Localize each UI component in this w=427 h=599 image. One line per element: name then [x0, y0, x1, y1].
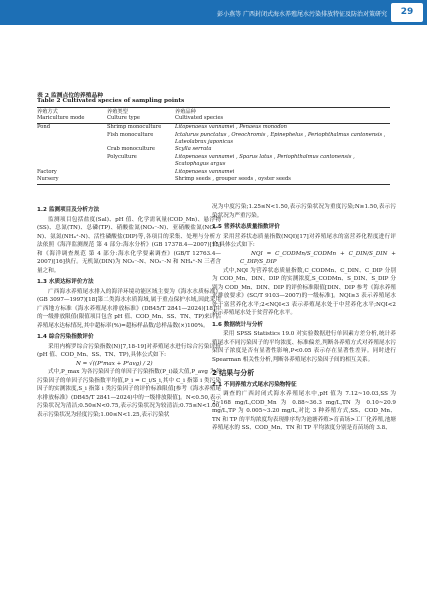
- page-number-box: [391, 3, 423, 22]
- table-row: Polyculture Litopenaeus vannamei , Sparus latus , Periophthalmus cantonensis , Scatophagus argus: [107, 154, 355, 167]
- page-number: 29: [400, 7, 414, 17]
- table-row: Pond Shrimp monoculture Litopenaeus vannamei , Penaeus monodon: [37, 124, 288, 131]
- right-text-column: [212, 203, 396, 433]
- table-row: Fish monoculture Ictalurus punctatus , Oreochromis , Epinephelus , Periophthalmus cantonensis , Lateolabrax japonicus: [107, 132, 386, 145]
- section-heading: 1.5 营养状态质量指数评价: [212, 224, 280, 230]
- table-row: Nursery Shrimp seeds , grouper seeds , oyster seeds: [37, 176, 390, 184]
- paragraph: 调查的广西封闭式海水养殖尾水中,pH 值为 7.12~10.03,SS 为 2~168 mg/L,COD_Mn 为 0.88~36.3 mg/L,TN 为 0.10~20.9 mg/L,TP 为 0.005~3.20 mg/L,对比 3 种养殖方式,SS、COD_Mn、TN 和 TP 的平均浓度均表现排序均为池塘养殖>育苗场>工厂化养殖,池塘养殖尾水的 SS、COD_Mn、TN 和 TP 平均浓度分别是育苗场的 3.8、: [212, 391, 396, 431]
- paragraph: 采用内梅罗综合污染指数(N)[7,18-19]对养殖尾水进行综合污染评价(pH 值、COD_Mn、SS、TN、TP),具体公式如下:: [37, 343, 221, 358]
- section-heading: 1.4 综合污染指数评价: [37, 334, 94, 340]
- section-heading: 2 结果与分析: [212, 369, 255, 377]
- paragraph: 广西海水养殖尾水排入的海洋环境功能区域主要为《海水水质标准》(GB 3097—1997)[18]第二类海水水质海域,属于重点保护水域,因此采用广西地方标准《海水养殖尾水排放标准》(DB45/T 2841—2024)[18]中的一级排放限值(限值项目包含 pH 值、COD_Mn、SS、TN、TP)来评估养殖尾水达标情况,其中超标率(%)=超标样品数/总样品数(×)100%。: [37, 288, 221, 329]
- header-mode: 养殖方式 Mariculture mode: [37, 109, 85, 122]
- table-caption-en: Table 2 Cultivated species of sampling points: [37, 98, 185, 104]
- paragraph: 式中,P_max 为各污染因子的单因子污染指数(P_i)最大值,P_avg 为各污染因子的单因子污染指数平均值,P_i = C_i/S_i,其中 C_i 指第 i 类污染因子的实测浓度,S_i 指第 i 类污染因子的评价标准限值[参考《海水养殖尾水排放标准》(DB45/T 2841—2024)中的一级排放限值]。N<0.50,表示污染状况为清洁;0.50≤N<0.75,表示污染状况为较清洁;0.75≤N<1.00,表示污染状况为轻度污染;1.00≤N<1.25,表示污染状: [37, 369, 221, 418]
- journal-header-bar: [0, 0, 427, 25]
- table-row: Crab monoculture Scylla serrata: [107, 146, 212, 153]
- cultivated-species-table: [37, 107, 390, 185]
- header-type: 养殖类型 Culture type: [107, 109, 140, 122]
- nqi-formula: NQI = C_CODMn/S_CODMn + C_DIN/S_DIN + C_DIP/S_DIP: [240, 250, 396, 265]
- table-header-row: [37, 108, 390, 124]
- table-row: Factory Litopenaeus vannamei: [37, 168, 235, 175]
- nemerow-formula: N = √((P²max + P²avg) / 2): [76, 360, 153, 367]
- paragraph: 采用营养状态质量指数(NQI)[17]对养殖尾水的富营养化程度进行评价,具体公式如下:: [212, 233, 396, 248]
- table-caption-cn: 表 2 监测点位的养殖品种: [37, 93, 104, 99]
- section-heading: 2.1 不同养殖方式尾水污染物特征: [212, 381, 297, 388]
- paragraph: 式中,NQI 为营养状态质量指数,C_CODMn、C_DIN、C_DIP 分别为 COD_Mn、DIN、DIP 的实测浓度,S_CODMn、S_DIN、S_DIP 分别为 COD_Mn、DIN、DIP 的评价标准限值[DIN、DIP 参考《海水养殖水排放要求》(SC/T 9103—2007)的一级标准]。NQI≥3 表示养殖尾水处于富营养化水平;2<NQI<3 表示养殖尾水处于中营养化水平;NQI<2 表示养殖尾水处于贫营养化水平。: [212, 267, 396, 316]
- paragraph: 采用 SPSS Statistics 19.0 对实验数据进行单因素方差分析,统计养殖尾水不同污染因子的平均浓度、标准偏差,判断各养殖方式对养殖尾水污染因子浓度是否有显著性影响,P<0.05 表示存在显著性差异。同时进行 Spearman 相关性分析,判断各养殖尾水污染因子间的相互关系。: [212, 331, 396, 363]
- header-species: 养殖品种 Cultivated species: [175, 109, 224, 122]
- paragraph: 况为中度污染;1.25≤N<1.50,表示污染状况为重度污染;N≥1.50,表示污染状况为严重污染。: [212, 204, 396, 219]
- left-text-column: [37, 203, 221, 419]
- section-heading: 1.2 监测项目及分析方法: [37, 207, 100, 213]
- section-heading: 1.3 水质达标评价方法: [37, 279, 94, 285]
- section-heading: 1.6 数据统计与分析: [212, 321, 264, 328]
- paragraph: 监测项目包括盐度(Sal)、pH 值、化学需氧量(COD_Mn)、悬浮物(SS)、总氮(TN)、总磷(TP)、硝酸盐氮(NO₃⁻-N)、亚硝酸盐氮(NO₂⁻-N)、氨氮(NH₄⁺-N)、活性磷酸盐(DIP)等,各项目的采集、处理与分析方法依照《海洋监测规范 第 4 部分:海水分析》(GB 17378.4—2007)[15]和《海洋调查规范 第 4 部分:海水化学要素调查》(GB/T 12763.4—2007)[16]执行。无机氮(DIN)为 NO₃⁻-N、NO₂⁻-N 和 NH₄⁺-N 三者含量之和。: [37, 216, 221, 274]
- running-title: 彭小燕等 广西封闭式海水养殖尾水污染排放特征及防治对策研究: [217, 11, 387, 18]
